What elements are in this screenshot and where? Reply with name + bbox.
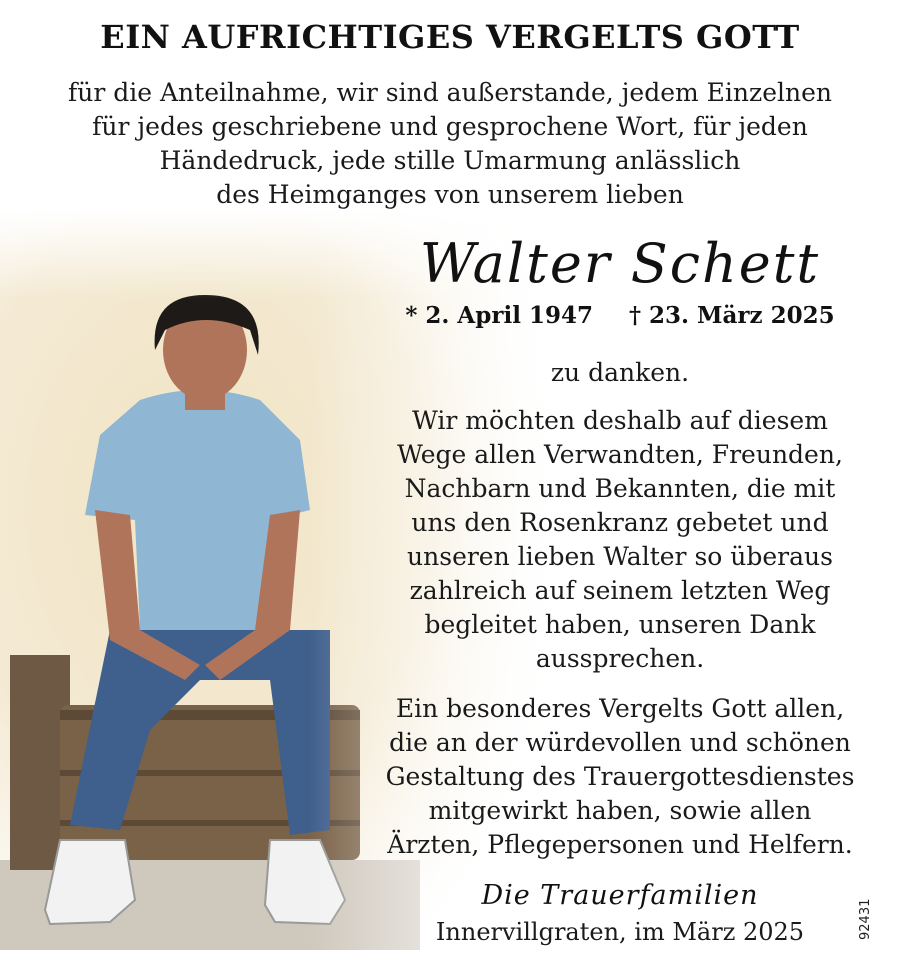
text-line: aussprechen.: [535, 644, 705, 673]
text-line: Gestaltung des Trauergottesdienstes: [385, 762, 855, 791]
text-line: Wir möchten deshalb auf diesem: [412, 406, 828, 435]
text-line: uns den Rosenkranz gebetet und: [411, 508, 829, 537]
text-line: mitgewirkt haben, sowie allen: [428, 796, 812, 825]
signature: Die Trauerfamilien: [481, 880, 759, 911]
intro-line: für die Anteilnahme, wir sind außerstande, jedem Einzelnen: [68, 78, 832, 107]
death-date: † 23. März 2025: [628, 302, 835, 329]
life-dates: [380, 302, 860, 329]
text-line: Nachbarn und Bekannten, die mit: [404, 474, 836, 503]
birth-date: * 2. April 1947: [405, 302, 593, 329]
text-line: Wege allen Verwandten, Freunden,: [397, 440, 843, 469]
headline: EIN AUFRICHTIGES VERGELTS GOTT: [100, 18, 800, 56]
intro-text: [40, 76, 860, 212]
text-line: unseren lieben Walter so überaus: [407, 542, 833, 571]
text-line: zu danken.: [550, 358, 690, 387]
place-date: Innervillgraten, im März 2025: [435, 918, 805, 946]
text-line: Ein besonderes Vergelts Gott allen,: [395, 694, 845, 723]
intro-line: für jedes geschriebene und gesprochene Wort, für jeden: [92, 112, 808, 141]
intro-line: Händedruck, jede stille Umarmung anlässlich: [159, 146, 741, 175]
intro-line: des Heimganges von unserem lieben: [216, 180, 684, 209]
paragraph-1: [380, 404, 860, 676]
paragraph-2: [380, 692, 860, 862]
thanks-line: [380, 356, 860, 390]
ad-code: 92431: [858, 898, 873, 940]
deceased-name: Walter Schett: [419, 232, 821, 295]
text-line: begleitet haben, unseren Dank: [424, 610, 816, 639]
text-line: die an der würdevollen und schönen: [389, 728, 851, 757]
text-line: zahlreich auf seinem letzten Weg: [409, 576, 831, 605]
text-line: Ärzten, Pflegepersonen und Helfern.: [387, 830, 853, 859]
